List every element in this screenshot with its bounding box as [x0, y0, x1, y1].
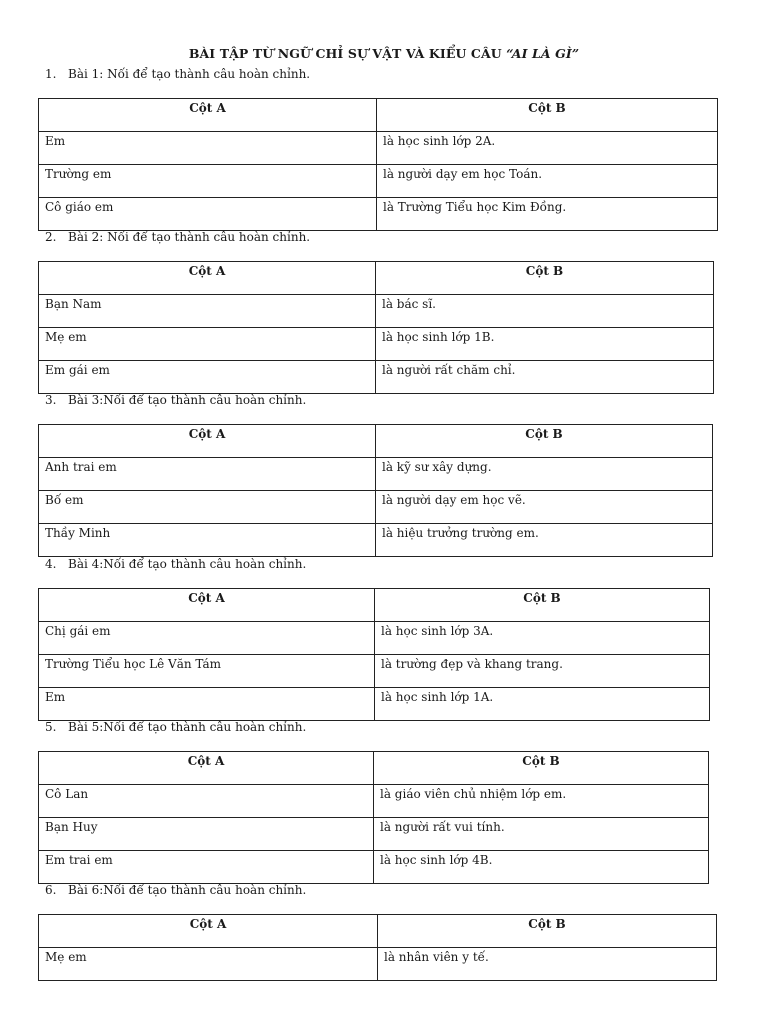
column-b-cell: là người rất chăm chỉ.	[376, 361, 714, 394]
column-b-cell: là học sinh lớp 2A.	[377, 132, 718, 165]
column-a-cell: Cô Lan	[39, 785, 374, 818]
column-a-cell: Bạn Nam	[39, 295, 376, 328]
table-header-row	[39, 589, 710, 622]
column-a-header: Cột A	[39, 425, 376, 458]
exercise-heading	[45, 719, 709, 735]
table-header-row	[39, 915, 717, 948]
title-main: BÀI TẬP TỪ NGỮ CHỈ SỰ VẬT VÀ KIỂU CÂU	[188, 46, 507, 61]
exercise-instruction: Bài 6:Nối để tạo thành câu hoàn chỉnh.	[68, 883, 307, 897]
matching-table	[38, 914, 717, 981]
column-a-header: Cột A	[39, 752, 374, 785]
column-b-header: Cột B	[376, 262, 714, 295]
column-b-cell: là học sinh lớp 4B.	[374, 851, 709, 884]
column-b-cell: là hiệu trưởng trường em.	[376, 524, 713, 557]
column-a-cell: Chị gái em	[39, 622, 375, 655]
table-row	[39, 785, 709, 818]
table-row	[39, 361, 714, 394]
exercise-heading	[45, 229, 714, 245]
column-a-header: Cột A	[39, 99, 377, 132]
table-row	[39, 524, 713, 557]
table-row	[39, 458, 713, 491]
exercise-instruction: Bài 1: Nối để tạo thành câu hoàn chỉnh.	[68, 67, 311, 81]
exercise-5	[38, 719, 709, 884]
exercise-number: 1.	[45, 67, 57, 81]
column-b-cell: là học sinh lớp 3A.	[375, 622, 710, 655]
page-title	[0, 46, 768, 61]
exercise-number: 2.	[45, 230, 57, 244]
exercise-number: 5.	[45, 720, 57, 734]
column-b-header: Cột B	[377, 99, 718, 132]
exercise-2	[38, 229, 714, 394]
column-a-cell: Em	[39, 688, 375, 721]
table-row	[39, 622, 710, 655]
matching-table	[38, 751, 709, 884]
exercise-number: 6.	[45, 883, 57, 897]
table-row	[39, 818, 709, 851]
column-a-cell: Mẹ em	[39, 328, 376, 361]
exercise-1	[38, 66, 718, 231]
table-header-row	[39, 425, 713, 458]
exercise-instruction: Bài 5:Nối để tạo thành câu hoàn chỉnh.	[68, 720, 307, 734]
matching-table	[38, 588, 710, 721]
table-row	[39, 851, 709, 884]
table-row	[39, 688, 710, 721]
exercise-instruction: Bài 4:Nối để tạo thành câu hoàn chỉnh.	[68, 557, 307, 571]
matching-table	[38, 98, 718, 231]
column-b-header: Cột B	[376, 425, 713, 458]
column-b-cell: là kỹ sư xây dựng.	[376, 458, 713, 491]
column-a-cell: Anh trai em	[39, 458, 376, 491]
table-row	[39, 948, 717, 981]
exercise-heading	[45, 66, 718, 82]
column-b-header: Cột B	[378, 915, 717, 948]
column-b-cell: là nhân viên y tế.	[378, 948, 717, 981]
exercise-instruction: Bài 2: Nối để tạo thành câu hoàn chỉnh.	[68, 230, 311, 244]
exercise-number: 3.	[45, 393, 57, 407]
column-b-cell: là người dạy em học vẽ.	[376, 491, 713, 524]
table-header-row	[39, 752, 709, 785]
column-a-cell: Bố em	[39, 491, 376, 524]
table-row	[39, 491, 713, 524]
exercise-heading	[45, 556, 710, 572]
exercise-heading	[45, 392, 713, 408]
column-b-cell: là giáo viên chủ nhiệm lớp em.	[374, 785, 709, 818]
table-row	[39, 165, 718, 198]
column-a-cell: Em	[39, 132, 377, 165]
table-row	[39, 198, 718, 231]
table-row	[39, 132, 718, 165]
table-header-row	[39, 262, 714, 295]
column-b-cell: là bác sĩ.	[376, 295, 714, 328]
column-a-cell: Trường em	[39, 165, 377, 198]
column-b-cell: là học sinh lớp 1A.	[375, 688, 710, 721]
column-a-cell: Em gái em	[39, 361, 376, 394]
column-a-cell: Thầy Minh	[39, 524, 376, 557]
table-header-row	[39, 99, 718, 132]
column-b-header: Cột B	[374, 752, 709, 785]
column-a-header: Cột A	[39, 262, 376, 295]
exercise-heading	[45, 882, 717, 898]
table-row	[39, 328, 714, 361]
column-a-cell: Trường Tiểu học Lê Văn Tám	[39, 655, 375, 688]
exercise-number: 4.	[45, 557, 57, 571]
column-a-cell: Mẹ em	[39, 948, 378, 981]
column-b-header: Cột B	[375, 589, 710, 622]
exercise-4	[38, 556, 710, 721]
column-b-cell: là người rất vui tính.	[374, 818, 709, 851]
table-row	[39, 295, 714, 328]
column-a-cell: Em trai em	[39, 851, 374, 884]
exercise-3	[38, 392, 713, 557]
column-a-header: Cột A	[39, 915, 378, 948]
column-b-cell: là trường đẹp và khang trang.	[375, 655, 710, 688]
column-b-cell: là học sinh lớp 1B.	[376, 328, 714, 361]
column-a-cell: Cô giáo em	[39, 198, 377, 231]
column-a-header: Cột A	[39, 589, 375, 622]
column-a-cell: Bạn Huy	[39, 818, 374, 851]
matching-table	[38, 424, 713, 557]
exercise-instruction: Bài 3:Nối để tạo thành câu hoàn chỉnh.	[68, 393, 307, 407]
matching-table	[38, 261, 714, 394]
exercise-6	[38, 882, 717, 981]
table-row	[39, 655, 710, 688]
column-b-cell: là người dạy em học Toán.	[377, 165, 718, 198]
column-b-cell: là Trường Tiểu học Kim Đồng.	[377, 198, 718, 231]
title-emphasis: “AI LÀ GÌ”	[506, 46, 580, 61]
